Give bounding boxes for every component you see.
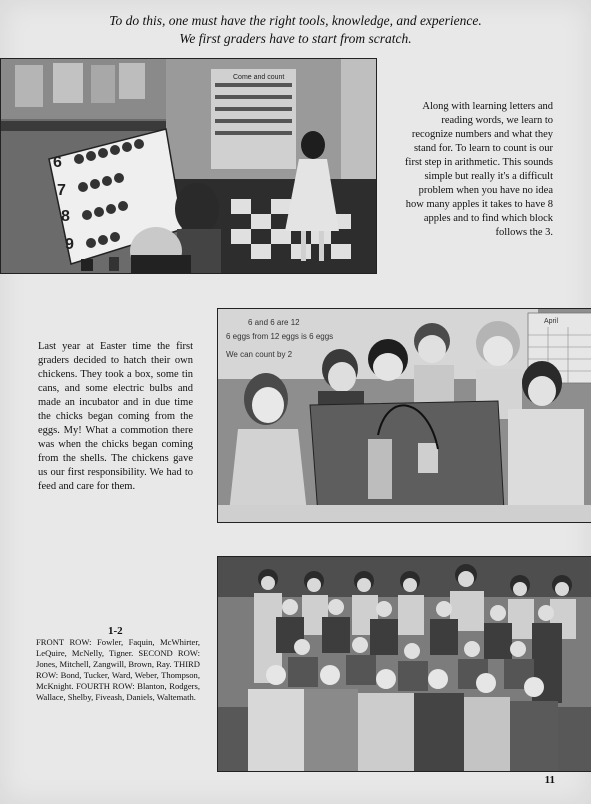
calendar-label: April xyxy=(544,318,559,325)
counting-paragraph: Along with learning letters and reading words, we learn to recognize numbers and what they stand for. To learn to count is our first step in arithmetic. This sounds simple but really it's a difficult problem when you have no idea how many apples it takes to have 8 apples and to find which block follows the 3. xyxy=(405,101,553,238)
class-roster: FRONT ROW: Fowler, Faquin, McWhirter, LeQuire, McNelly, Tigner. SECOND ROW: Jones, Mitchell, Zangwill, Brown, Ray. THIRD ROW: Bond, Tucker, Ward, Weber, Thompson, McKnight. FOURTH ROW: Blanton, Rodgers, Wallace, Shelby, Fiveash, Daniels, Waltemath. xyxy=(36,637,200,702)
class-group-photo xyxy=(217,556,591,772)
header-line-1: To do this, one must have the right tools, knowledge, and experience. xyxy=(109,13,482,28)
chickens-paragraph: Last year at Easter time the first graders decided to hatch their own chickens. They took a box, some tin cans, and some electric bulbs and made an incubator and in due time the chicks began coming from the eggs. My! What a commotion there was when the chicks began coming from the shells. The chickens gave us our first responsibility. We had to feed and care for them. xyxy=(38,341,193,492)
counting-classroom-photo xyxy=(0,58,377,274)
board-number-6: 6 xyxy=(53,154,62,171)
board-number-8: 8 xyxy=(61,208,70,225)
wall-sign-text: Come and count xyxy=(233,74,285,81)
class-section-title: 1-2 xyxy=(108,625,123,637)
board-line-3: We can count by 2 xyxy=(226,350,293,359)
page-number: 11 xyxy=(544,774,555,786)
header-line-2: We first graders have to start from scratch. xyxy=(179,31,412,46)
incubator-box xyxy=(310,401,504,515)
incubator-photo xyxy=(217,308,591,523)
board-number-7: 7 xyxy=(57,182,66,199)
board-line-1: 6 and 6 are 12 xyxy=(248,318,300,327)
page-header xyxy=(40,12,551,48)
board-line-2: 6 eggs from 12 eggs is 6 eggs xyxy=(226,332,334,341)
board-number-9: 9 xyxy=(65,236,74,253)
